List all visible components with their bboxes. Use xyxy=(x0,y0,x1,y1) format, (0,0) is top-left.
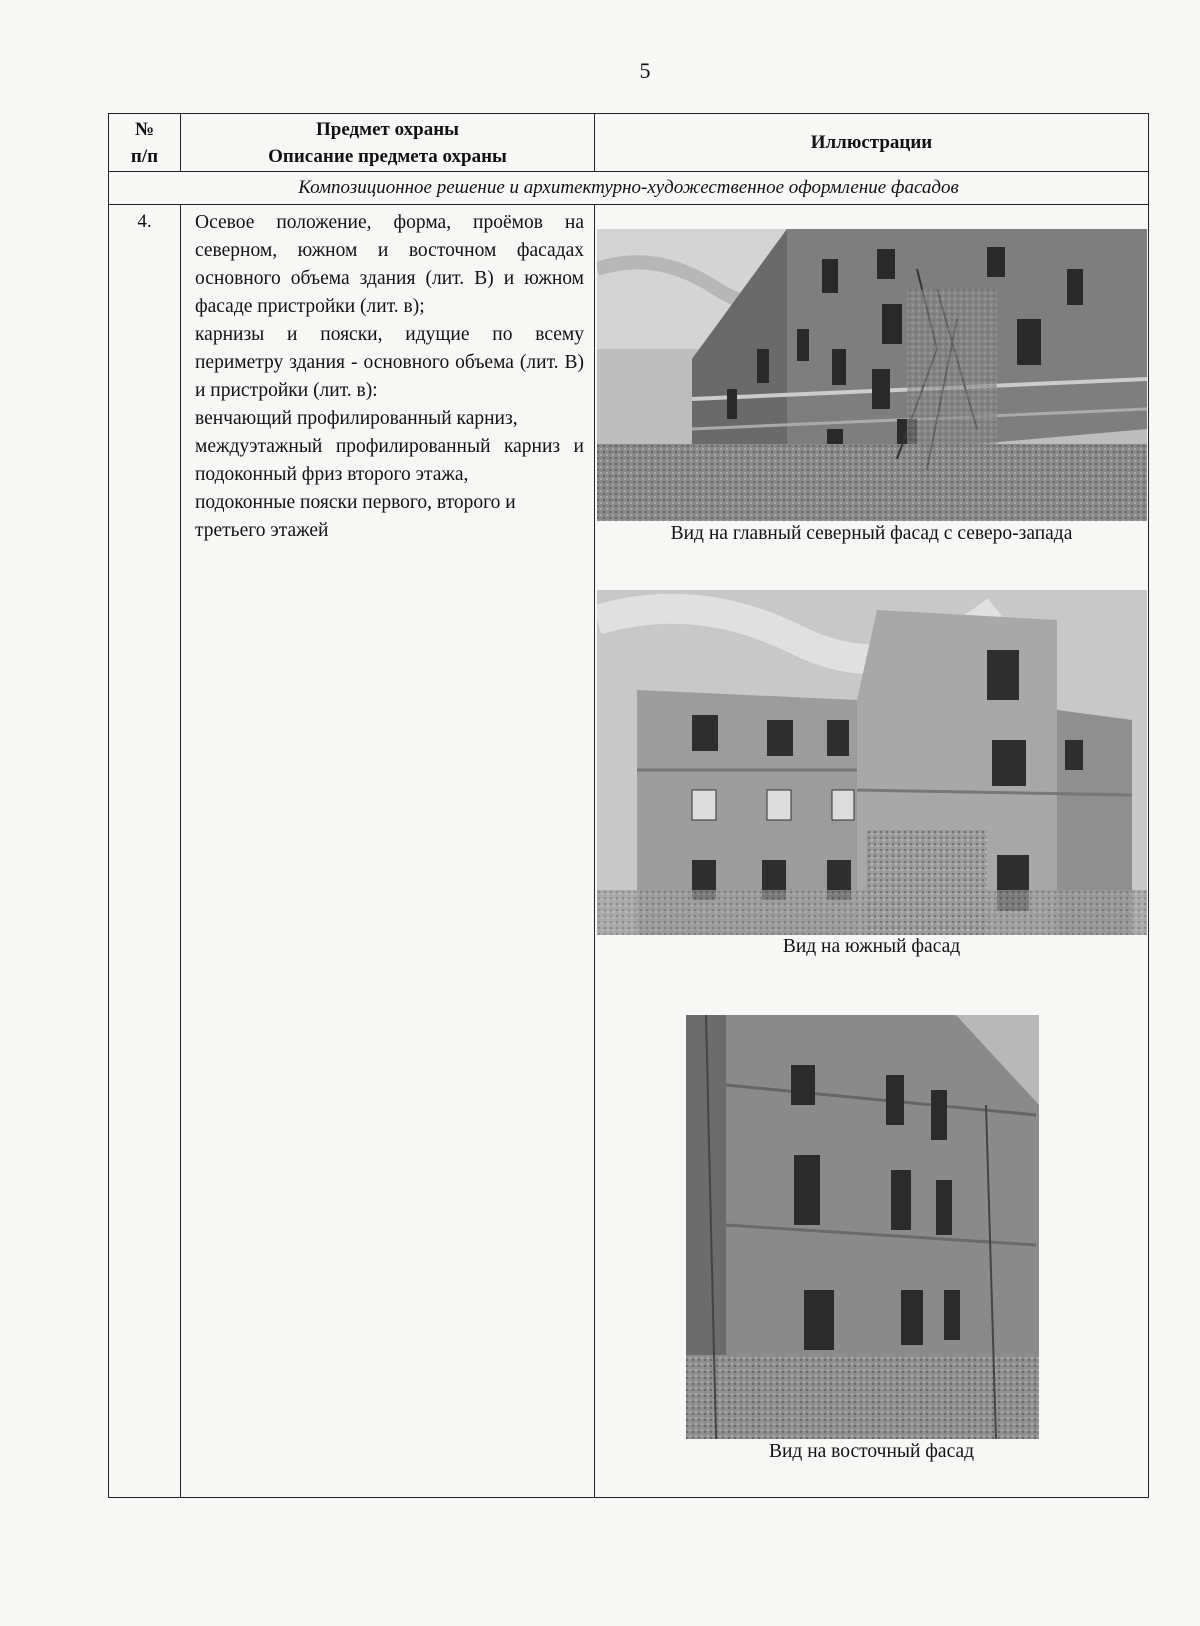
table-row xyxy=(109,205,1149,1498)
caption-east-facade: Вид на восточный фасад xyxy=(768,1441,975,1462)
description-paragraph: венчающий профилированный карниз, xyxy=(195,408,518,429)
caption-north-facade: Вид на главный северный фасад с северо-запада xyxy=(670,523,1073,544)
building-photo-south-icon xyxy=(597,590,1147,935)
header-number-line1: № xyxy=(134,118,155,140)
caption-south-facade: Вид на южный фасад xyxy=(782,936,961,957)
header-subject-line2: Описание предмета охраны xyxy=(268,145,507,167)
row-illustrations xyxy=(595,205,1149,1498)
section-title: Композиционное решение и архитектурно-художественное оформление фасадов xyxy=(109,172,1149,205)
description-paragraph: междуэтажный профилированный карниз и подоконный фриз второго этажа, xyxy=(195,436,584,485)
photo-south-facade xyxy=(597,590,1147,935)
header-subject xyxy=(181,114,595,172)
section-row xyxy=(109,172,1149,205)
row-description xyxy=(181,205,595,1498)
header-illustrations: Иллюстрации xyxy=(595,114,1149,172)
header-subject-line1: Предмет охраны xyxy=(316,118,459,140)
protection-table xyxy=(108,113,1149,1498)
building-photo-north-icon xyxy=(597,229,1147,521)
description-paragraph: карнизы и пояски, идущие по всему периметру здания - основного объема (лит. В) и пристройки (лит. в): xyxy=(195,324,584,401)
page-number: 5 xyxy=(639,58,651,83)
description-paragraph: Осевое положение, форма, проёмов на северном, южном и восточном фасадах основного объема здания (лит. В) и южном фасаде пристройки (лит. в); xyxy=(195,212,584,317)
table-header-row xyxy=(109,114,1149,172)
photo-east-facade xyxy=(686,1015,1039,1439)
header-number xyxy=(109,114,181,172)
header-number-line2: п/п xyxy=(130,145,159,167)
photo-north-facade xyxy=(597,229,1147,521)
row-number: 4. xyxy=(109,205,181,1498)
building-photo-east-icon xyxy=(686,1015,1039,1439)
description-paragraph: подоконные пояски первого, второго и третьего этажей xyxy=(195,492,516,541)
